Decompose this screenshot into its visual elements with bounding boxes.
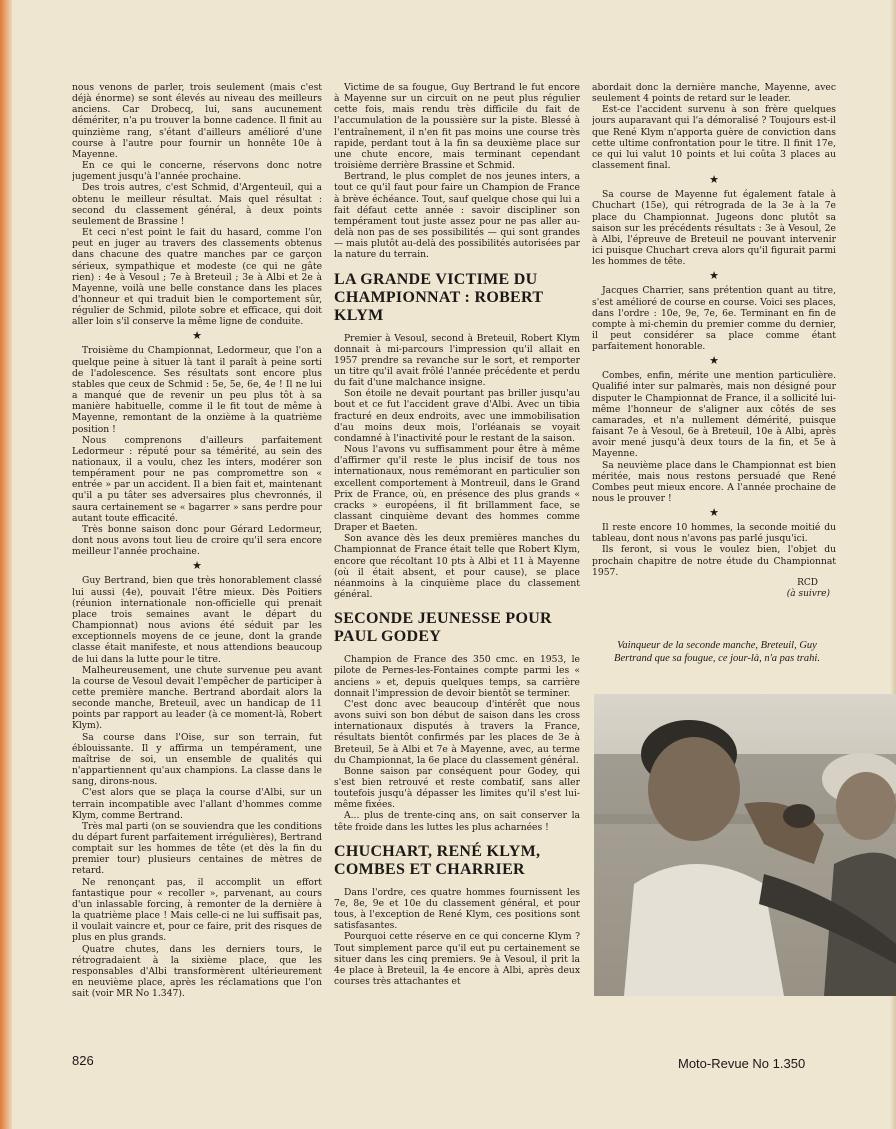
- paragraph: Nous l'avons vu suffisamment pour être à même d'affirmer qu'il reste le plus incisif de tous nos internationaux, nous remémorant en particulier son excellent comportement à Montreuil, dans le Grand Prix de France, où, en présence des plus grands « cracks » européens, il fit brillamment face, se classant cinquième devant des hommes comme Draper et Baeten.: [334, 444, 580, 534]
- paragraph: Il reste encore 10 hommes, la seconde moitié du tableau, dont nous n'avons pas parlé jusqu'ici.: [592, 522, 836, 545]
- paragraph: Nous comprenons d'ailleurs parfaitement Ledormeur : réputé pour sa témérité, au sein des nationaux, il a voulu, chez les inters, modérer son tempérament pour ne pas compromettre son « entrée » par un accident. Il a bien fait et, maintenant qu'il a pu tâter ses adversaires plus chevronnés, il saura certainement se « bagarrer » sans perdre pour autant toute efficacité.: [72, 434, 322, 524]
- paragraph: Son avance dès les deux premières manches du Championnat de France était telle que Robert Klym, encore que récoltant 10 pts à Albi et 11 à Mayenne (où il était absent, et pour cause), se place néanmoins à la cinquième place du classement général.: [334, 533, 580, 601]
- page-edge: [0, 0, 12, 1129]
- paragraph: abordait donc la dernière manche, Mayenne, avec seulement 4 points de retard sur le leader.: [592, 82, 836, 105]
- section-headline: CHUCHART, RENÉ KLYM, COMBES ET CHARRIER: [334, 842, 541, 878]
- paragraph: Sa course dans l'Oise, sur son terrain, fut éblouissante. Il y affirma un tempérament, une maîtrise de soi, un ensemble de qualités qui n'appartiennent qu'aux champions. La classe dans le sang, dirons-nous.: [72, 731, 322, 788]
- star-separator: ★: [709, 506, 719, 520]
- paragraph: Dans l'ordre, ces quatre hommes fournissent les 7e, 8e, 9e et 10e du classement général, et pour tous, à l'exception de René Klym, ces positions sont satisfasantes.: [334, 886, 580, 932]
- star-separator: ★: [192, 559, 202, 573]
- paragraph: Des trois autres, c'est Schmid, d'Argenteuil, qui a obtenu le meilleur résultat. Mais quel résultat : second du classement général, à deux points seulement de Brassine !: [72, 182, 322, 227]
- paragraph: Ne renonçant pas, il accomplit un effort fantastique pour « recoller », parvenant, au cours d'un inlassable forcing, à remonter de la dernière à la quatrième place ! Mais celle-ci ne lui suffisait pas, il voulait vaincre et, pour ce faire, prit des risques de plus en plus grands.: [72, 876, 322, 944]
- paragraph: Premier à Vesoul, second à Breteuil, Robert Klym donnait à mi-parcours l'impression qu'il allait en 1957 prendre sa revanche sur le sort, et remporter un titre qu'il avait frôlé l'année précédente et perdu du fait d'une malchance insigne.: [334, 332, 580, 389]
- paragraph: Jacques Charrier, sans prétention quant au titre, s'est amélioré de course en course. Voici ses places, dans l'ordre : 10e, 9e, 7e, 6e. Terminant en fin de compte à mi-chemin du premier comme du dernier, il peut considérer sa place comme étant parfaitement honorable.: [592, 285, 836, 353]
- paragraph: A... plus de trente-cinq ans, on sait conserver la tête froide dans les luttes les plus acharnées !: [334, 810, 580, 833]
- paragraph: Très mal parti (on se souviendra que les conditions du départ furent parfaitement irrégulières), Bertrand comptait sur les hommes de tête (et dès la fin du premier tour) plusieurs centaines de mètres de retard.: [72, 820, 322, 877]
- paragraph: Est-ce l'accident survenu à son frère quelques jours auparavant qui l'a démoralisé ? Toujours est-il que René Klym n'apporta guère de conviction dans cette ultime confrontation pour le titre. Il finit 17e, ce qui lui valut 10 points et lui coûta 3 places au classement final.: [592, 104, 836, 172]
- paragraph: Son étoile ne devait pourtant pas briller jusqu'au bout et ce fut l'accident grave d'Albi. Avec un tibia fracturé en deux endroits, avec une immobilisation d'au moins deux mois, l'orléanais se voyait condamné à l'inactivité pour le restant de la saison.: [334, 388, 580, 444]
- photo-caption: Vainqueur de la seconde manche, Breteuil, Guy Bertrand que sa fougue, ce jour-là, n'a pas trahi.: [614, 640, 820, 664]
- paragraph: Combes, enfin, mérite une mention particulière. Qualifié inter sur palmarès, mais non désigné pour disputer le Championnat de France, il a sollicité lui-même l'honneur de s'aligner aux côtés de ses camarades, et n'a nullement démérité, puisque faisant 7e à Vesoul, 6e à Breteuil, 10e à Albi, après avoir mené jusqu'à deux tours de la fin, et 5e à Mayenne.: [592, 370, 836, 460]
- continued-note: (à suivre): [786, 589, 830, 600]
- paragraph: C'est donc avec beaucoup d'intérêt que nous avons suivi son bon début de saison dans les cross internationaux disputés à travers la France, résultats bientôt confirmés par les places de 3e à Breteuil, 5e à Albi et 7e à Mayenne, avec, au terme du Championnat, la 6e place du classement général.: [334, 698, 580, 766]
- paragraph: Bertrand, le plus complet de nos jeunes inters, a tout ce qu'il faut pour faire un Champion de France à brève échéance. Tout, sauf quelque chose qui lui a fait défaut cette année : savoir discipliner son tempérament tout juste assez pour ne pas aller au-delà non pas de ses possibilités — qui sont grandes — mais plutôt au-delà des possibilités autorisées par la nature du terrain.: [334, 171, 580, 261]
- paragraph: En ce qui le concerne, réservons donc notre jugement jusqu'à l'année prochaine.: [72, 160, 322, 183]
- rider-photo-illustration: [594, 694, 896, 996]
- article-column-1: [72, 82, 322, 1042]
- paragraph: Et ceci n'est point le fait du hasard, comme l'on peut en juger au travers des classements obtenus dans chacune des quatre manches par ce garçon sérieux, sympathique et modeste (ce qui ne gâte rien) : 4e à Vesoul ; 7e à Breteuil ; 3e à Albi et 2e à Mayenne, voilà une belle constance dans les places d'honneur et qui traduit bien le comportement sûr, régulier de Schmid, pilote sobre et efficace, qui doit aller loin s'il conserve la même ligne de conduite.: [72, 227, 322, 328]
- rider-photo: [594, 694, 896, 996]
- page-number: 826: [72, 1053, 94, 1068]
- paragraph: Sa neuvième place dans le Championnat est bien méritée, mais nous restons persuadé que René Combes peut mieux encore. A l'année prochaine de nous le prouver !: [592, 459, 836, 504]
- star-separator: ★: [709, 269, 719, 283]
- paragraph: Champion de France des 350 cmc. en 1953, le pilote de Pernes-les-Fontaines compte parmi les « anciens » et, depuis quelques temps, sa carrière donnait l'impression de devoir bientôt se terminer.: [334, 654, 580, 699]
- star-separator: ★: [192, 329, 202, 343]
- paragraph: Très bonne saison donc pour Gérard Ledormeur, dont nous avons tout lieu de croire qu'il sera encore meilleur l'année prochaine.: [72, 523, 322, 558]
- paragraph: nous venons de parler, trois seulement (mais c'est déjà énorme) se sont élevés au niveau des meilleurs anciens. Car Drobecq, lui, sans aucunement démériter, n'a pu trouver la bonne cadence. Il finit au quinzième rang, s'étant d'ailleurs amélioré d'une course à l'autre pour fournir un honnête 10e à Mayenne.: [72, 82, 322, 160]
- star-separator: ★: [709, 354, 719, 368]
- magazine-issue: Moto-Revue No 1.350: [678, 1056, 806, 1071]
- paragraph: C'est alors que se plaça la course d'Albi, sur un terrain incompatible avec l'allant d'hommes comme Klym, comme Bertrand.: [72, 787, 322, 821]
- article-column-3: [592, 82, 836, 642]
- author-signature: RCD: [797, 577, 818, 588]
- paragraph: Bonne saison par conséquent pour Godey, qui s'est bien retrouvé et reste combatif, sans aller toutefois jusqu'à dépasser les limites qu'il s'est lui-même fixées.: [334, 765, 580, 811]
- section-headline: SECONDE JEUNESSE POUR PAUL GODEY: [334, 610, 552, 646]
- star-separator: ★: [709, 173, 719, 187]
- paragraph: Quatre chutes, dans les derniers tours, le rétrogradaient à la sixième place, que les responsables d'Albi transformèrent ultérieurement en neuvième place, après les réclamations que l'on sait (voir MR No 1.347).: [72, 943, 322, 1000]
- paragraph: Troisième du Championnat, Ledormeur, que l'on a quelque peine à situer là tant il paraît à peine sorti de l'adolescence. Ses résultats sont encore plus stables que ceux de Schmid : 5e, 5e, 6e, 4e ! Il ne lui a manqué que de revenir un peu plus tôt à sa manière habituelle, comme il le fit tout de même à Mayenne, remontant de la onzième à la quatrième position !: [72, 345, 322, 435]
- paragraph: Sa course de Mayenne fut également fatale à Chuchart (15e), qui rétrograda de la 3e à la 7e place du Championnat. Jugeons donc plutôt sa saison sur les précédents résultats : 3e à Vesoul, 2e à Albi, l'épreuve de Breteuil ne pouvant intervenir ici puisque Chuchart creva alors qu'il figurait parmi les hommes de tête.: [592, 189, 836, 268]
- paragraph: Malheureusement, une chute survenue peu avant la course de Vesoul devait l'empêcher de participer à cette première manche. Bertrand abordait alors la seconde manche, Breteuil, avec un handicap de 11 points par rapport au leader (à ce moment-là, Robert Klym).: [72, 664, 322, 732]
- article-column-2: [334, 82, 580, 1042]
- paragraph: Pourquoi cette réserve en ce qui concerne Klym ? Tout simplement parce qu'il eut pu certainement se situer dans les cinq premiers. 9e à Vesoul, il prit la 4e place à Breteuil, la 4e encore à Albi, après deux courses très attachantes et: [334, 931, 580, 987]
- section-headline: LA GRANDE VICTIME DU CHAMPIONNAT : ROBERT KLYM: [334, 270, 544, 324]
- paragraph: Victime de sa fougue, Guy Bertrand le fut encore à Mayenne sur un circuit on ne peut plus régulier cette fois, mais rendu très difficile du fait de l'accumulation de la poussière sur la piste. Blessé à l'entraînement, il n'en fit pas moins une course très rapide, perdant tout à la fin sa deuxième place sur une chute encore, mais terminant cependant troisième derrière Brassine et Schmid.: [334, 82, 580, 172]
- paragraph: Guy Bertrand, bien que très honorablement classé lui aussi (4e), pouvait l'être mieux. Dès Poitiers (réunion internationale non-officielle qui prenait place trois semaines avant le départ du Championnat) nous avions été séduit par les exceptionnels moyens de ce jeune, dont la grande classe était manifeste, et nous attendions beaucoup de lui dans la lutte pour le titre.: [72, 575, 322, 665]
- paragraph: Ils feront, si vous le voulez bien, l'objet du prochain chapitre de notre étude du Championnat 1957.: [592, 544, 836, 578]
